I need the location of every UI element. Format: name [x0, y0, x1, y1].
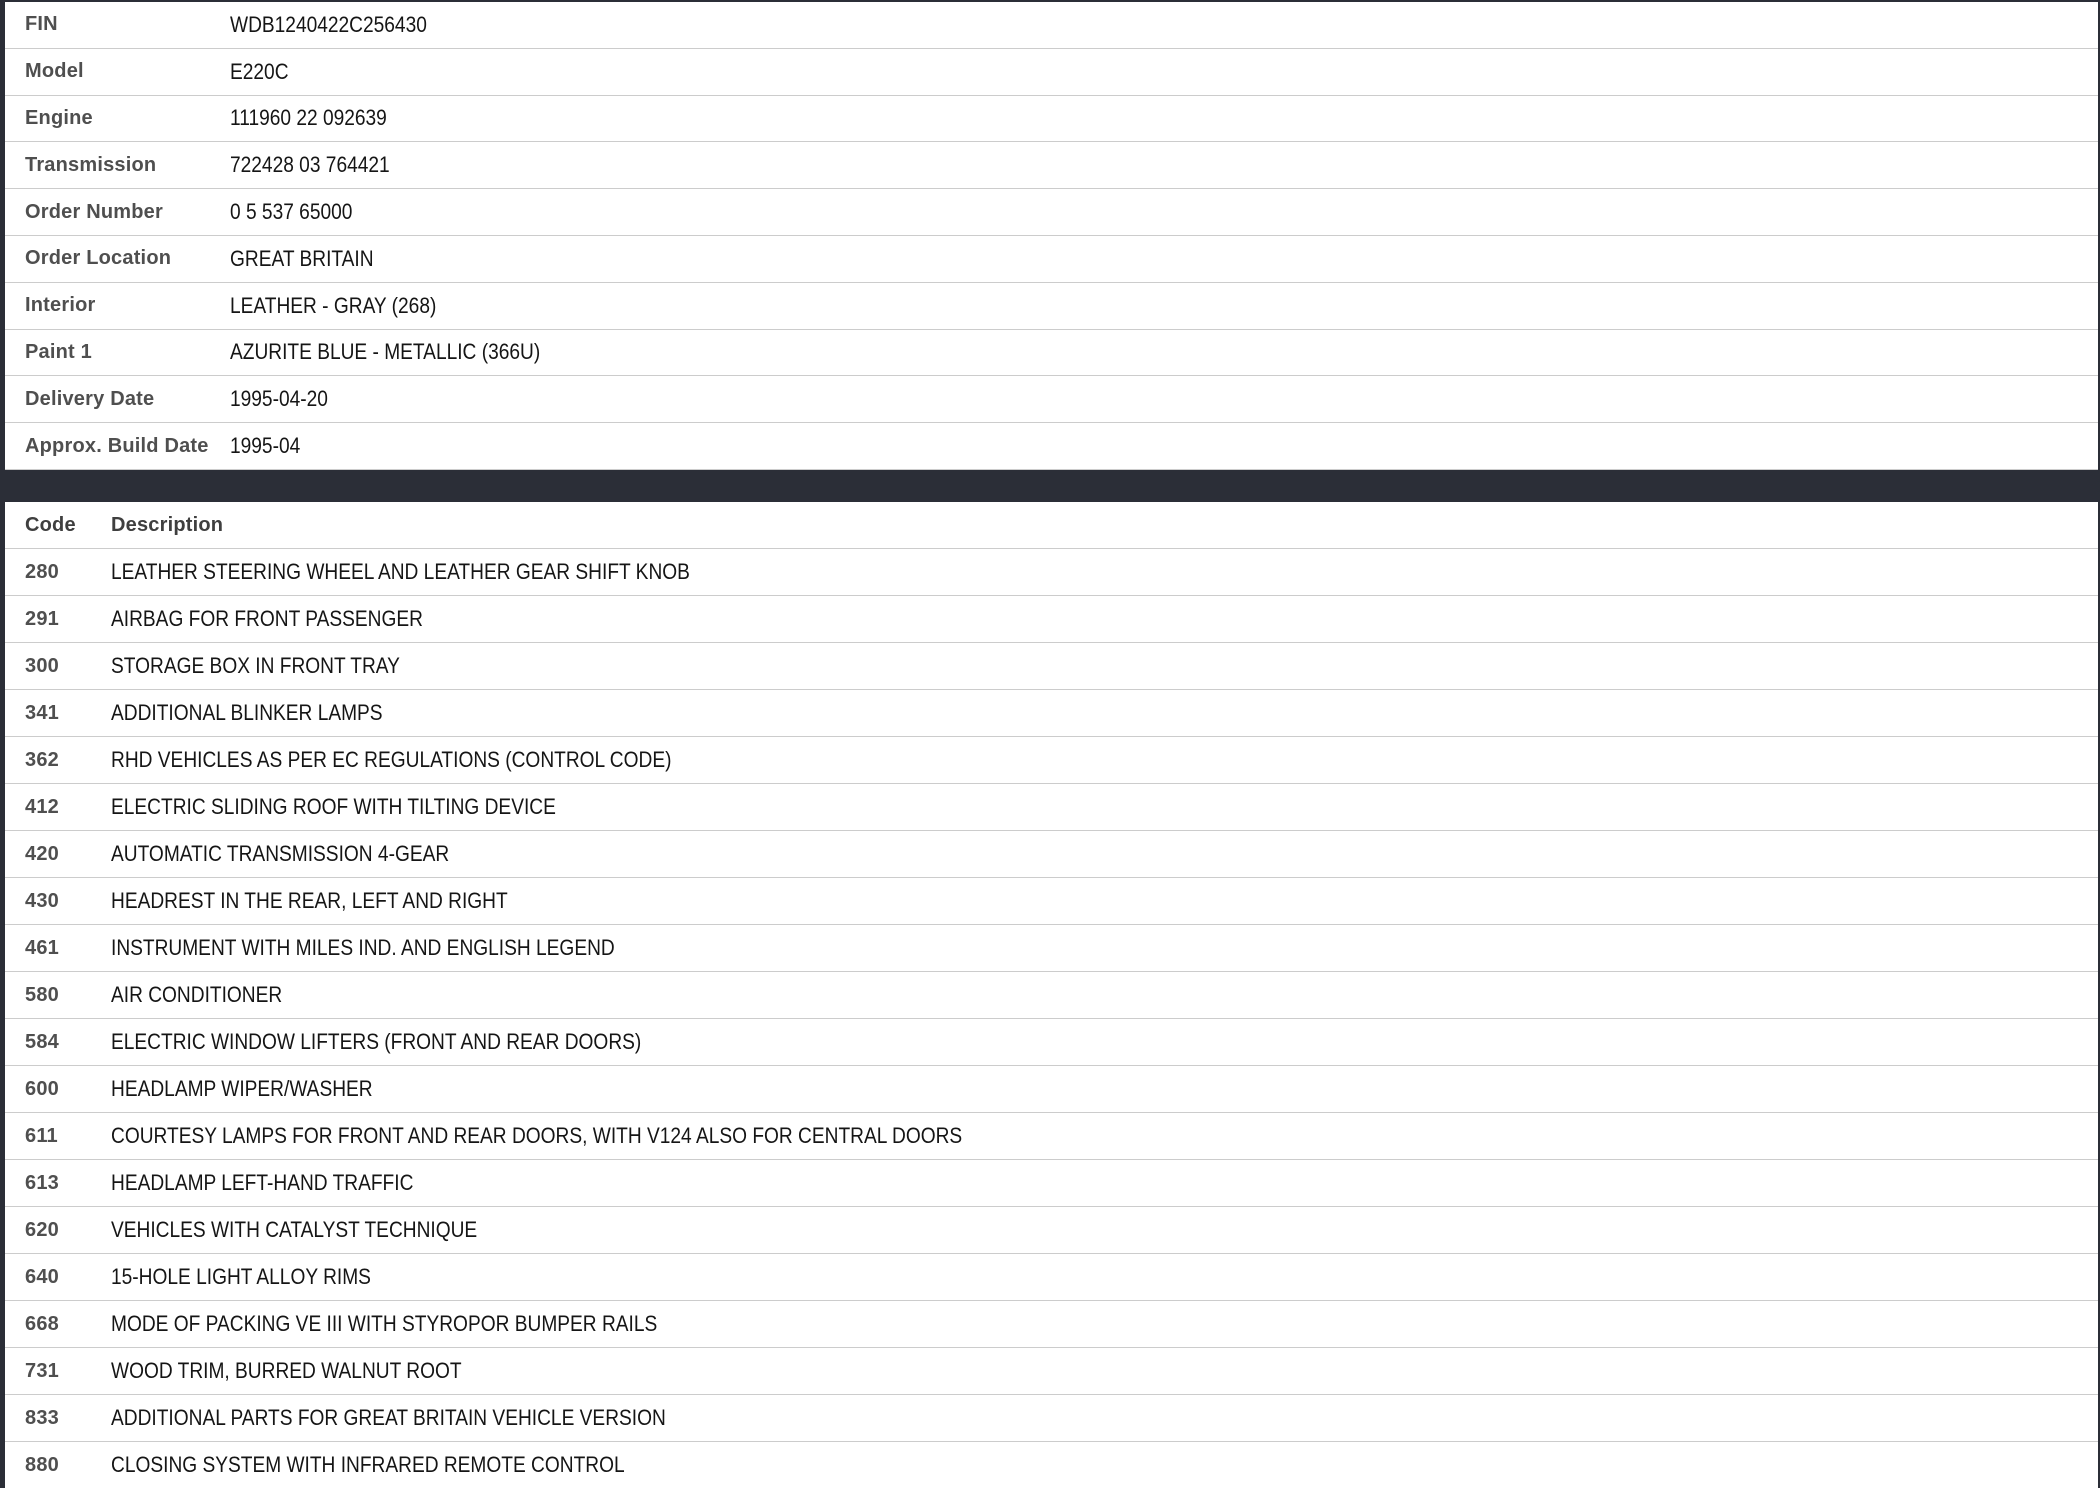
table-row — [5, 596, 2098, 643]
table-row — [5, 330, 2098, 377]
table-row — [5, 784, 2098, 831]
table-row — [5, 376, 2098, 423]
spec-value: E220C — [230, 58, 289, 84]
option-code: 291 — [25, 607, 59, 630]
option-description: MODE OF PACKING VE III WITH STYROPOR BUMPER RAILS — [111, 1311, 658, 1336]
table-row — [5, 1207, 2098, 1254]
table-row — [5, 189, 2098, 236]
option-description: COURTESY LAMPS FOR FRONT AND REAR DOORS, WITH V124 ALSO FOR CENTRAL DOORS — [111, 1123, 963, 1148]
option-code: 300 — [25, 654, 59, 677]
table-row — [5, 690, 2098, 737]
option-description: WOOD TRIM, BURRED WALNUT ROOT — [111, 1358, 462, 1383]
table-row — [5, 831, 2098, 878]
option-codes-table — [5, 502, 2098, 1488]
option-code: 600 — [25, 1077, 59, 1100]
table-row — [5, 1066, 2098, 1113]
option-description: ELECTRIC WINDOW LIFTERS (FRONT AND REAR DOORS) — [111, 1029, 642, 1054]
table-row — [5, 1254, 2098, 1301]
option-description: HEADLAMP WIPER/WASHER — [111, 1076, 373, 1101]
option-description: INSTRUMENT WITH MILES IND. AND ENGLISH LEGEND — [111, 935, 615, 960]
table-row — [5, 925, 2098, 972]
option-code: 731 — [25, 1359, 59, 1382]
spec-value: LEATHER - GRAY (268) — [230, 292, 437, 318]
option-code: 640 — [25, 1265, 59, 1288]
option-code: 280 — [25, 560, 59, 583]
option-code: 341 — [25, 701, 59, 724]
table-row — [5, 1113, 2098, 1160]
table-row — [5, 283, 2098, 330]
option-description: CLOSING SYSTEM WITH INFRARED REMOTE CONTROL — [111, 1452, 625, 1477]
spec-value: 0 5 537 65000 — [230, 199, 353, 225]
option-description: AUTOMATIC TRANSMISSION 4-GEAR — [111, 841, 450, 866]
table-row — [5, 142, 2098, 189]
description-column-header: Description — [111, 513, 224, 536]
option-description: ADDITIONAL PARTS FOR GREAT BRITAIN VEHICLE VERSION — [111, 1405, 666, 1430]
table-row — [5, 1395, 2098, 1442]
spec-label: Paint 1 — [25, 340, 92, 363]
table-row — [5, 972, 2098, 1019]
spec-label: Delivery Date — [25, 387, 155, 410]
option-description: RHD VEHICLES AS PER EC REGULATIONS (CONTROL CODE) — [111, 747, 672, 772]
spec-label: Order Number — [25, 200, 163, 223]
option-code: 668 — [25, 1312, 59, 1335]
option-description: ADDITIONAL BLINKER LAMPS — [111, 700, 383, 725]
spec-label: Model — [25, 60, 84, 83]
option-code: 611 — [25, 1124, 58, 1147]
option-code: 461 — [25, 936, 59, 959]
option-description: HEADREST IN THE REAR, LEFT AND RIGHT — [111, 888, 508, 913]
option-code: 620 — [25, 1218, 59, 1241]
table-row — [5, 423, 2098, 470]
spec-value: 1995-04 — [230, 433, 301, 459]
table-row — [5, 2, 2098, 49]
table-row — [5, 1301, 2098, 1348]
spec-value: 111960 22 092639 — [230, 105, 387, 131]
option-code: 412 — [25, 795, 59, 818]
option-code: 362 — [25, 748, 59, 771]
table-row — [5, 737, 2098, 784]
spec-value: AZURITE BLUE - METALLIC (366U) — [230, 339, 541, 365]
spec-label: Interior — [25, 294, 96, 317]
option-code: 420 — [25, 842, 59, 865]
table-row — [5, 96, 2098, 143]
option-description: VEHICLES WITH CATALYST TECHNIQUE — [111, 1217, 478, 1242]
spec-value: WDB1240422C256430 — [230, 11, 427, 37]
option-description: ELECTRIC SLIDING ROOF WITH TILTING DEVICE — [111, 794, 556, 819]
table-row — [5, 878, 2098, 925]
spec-value: GREAT BRITAIN — [230, 245, 374, 271]
spec-value: 1995-04-20 — [230, 386, 328, 412]
table-row — [5, 643, 2098, 690]
option-code: 580 — [25, 983, 59, 1006]
spec-label: Order Location — [25, 247, 172, 270]
code-column-header: Code — [25, 513, 76, 536]
codes-header-row — [5, 502, 2098, 549]
option-description: STORAGE BOX IN FRONT TRAY — [111, 653, 400, 678]
table-row — [5, 549, 2098, 596]
spec-label: Transmission — [25, 153, 157, 176]
vehicle-spec-table — [5, 2, 2098, 470]
option-code: 430 — [25, 889, 59, 912]
spec-value: 722428 03 764421 — [230, 152, 390, 178]
option-code: 833 — [25, 1406, 59, 1429]
table-row — [5, 49, 2098, 96]
option-code: 613 — [25, 1171, 59, 1194]
table-row — [5, 236, 2098, 283]
option-description: HEADLAMP LEFT-HAND TRAFFIC — [111, 1170, 414, 1195]
option-code: 880 — [25, 1453, 59, 1476]
option-description: AIR CONDITIONER — [111, 982, 283, 1007]
section-divider — [0, 472, 2100, 502]
spec-label: Engine — [25, 106, 93, 129]
option-code: 584 — [25, 1030, 59, 1053]
vehicle-spec-rows — [5, 2, 2098, 470]
option-code-rows — [5, 549, 2098, 1488]
table-row — [5, 1019, 2098, 1066]
spec-label: Approx. Build Date — [25, 434, 209, 457]
table-row — [5, 1160, 2098, 1207]
table-row — [5, 1442, 2098, 1488]
spec-label: FIN — [25, 13, 58, 36]
table-row — [5, 1348, 2098, 1395]
option-description: AIRBAG FOR FRONT PASSENGER — [111, 606, 423, 631]
option-description: 15-HOLE LIGHT ALLOY RIMS — [111, 1264, 371, 1289]
option-description: LEATHER STEERING WHEEL AND LEATHER GEAR SHIFT KNOB — [111, 559, 690, 584]
